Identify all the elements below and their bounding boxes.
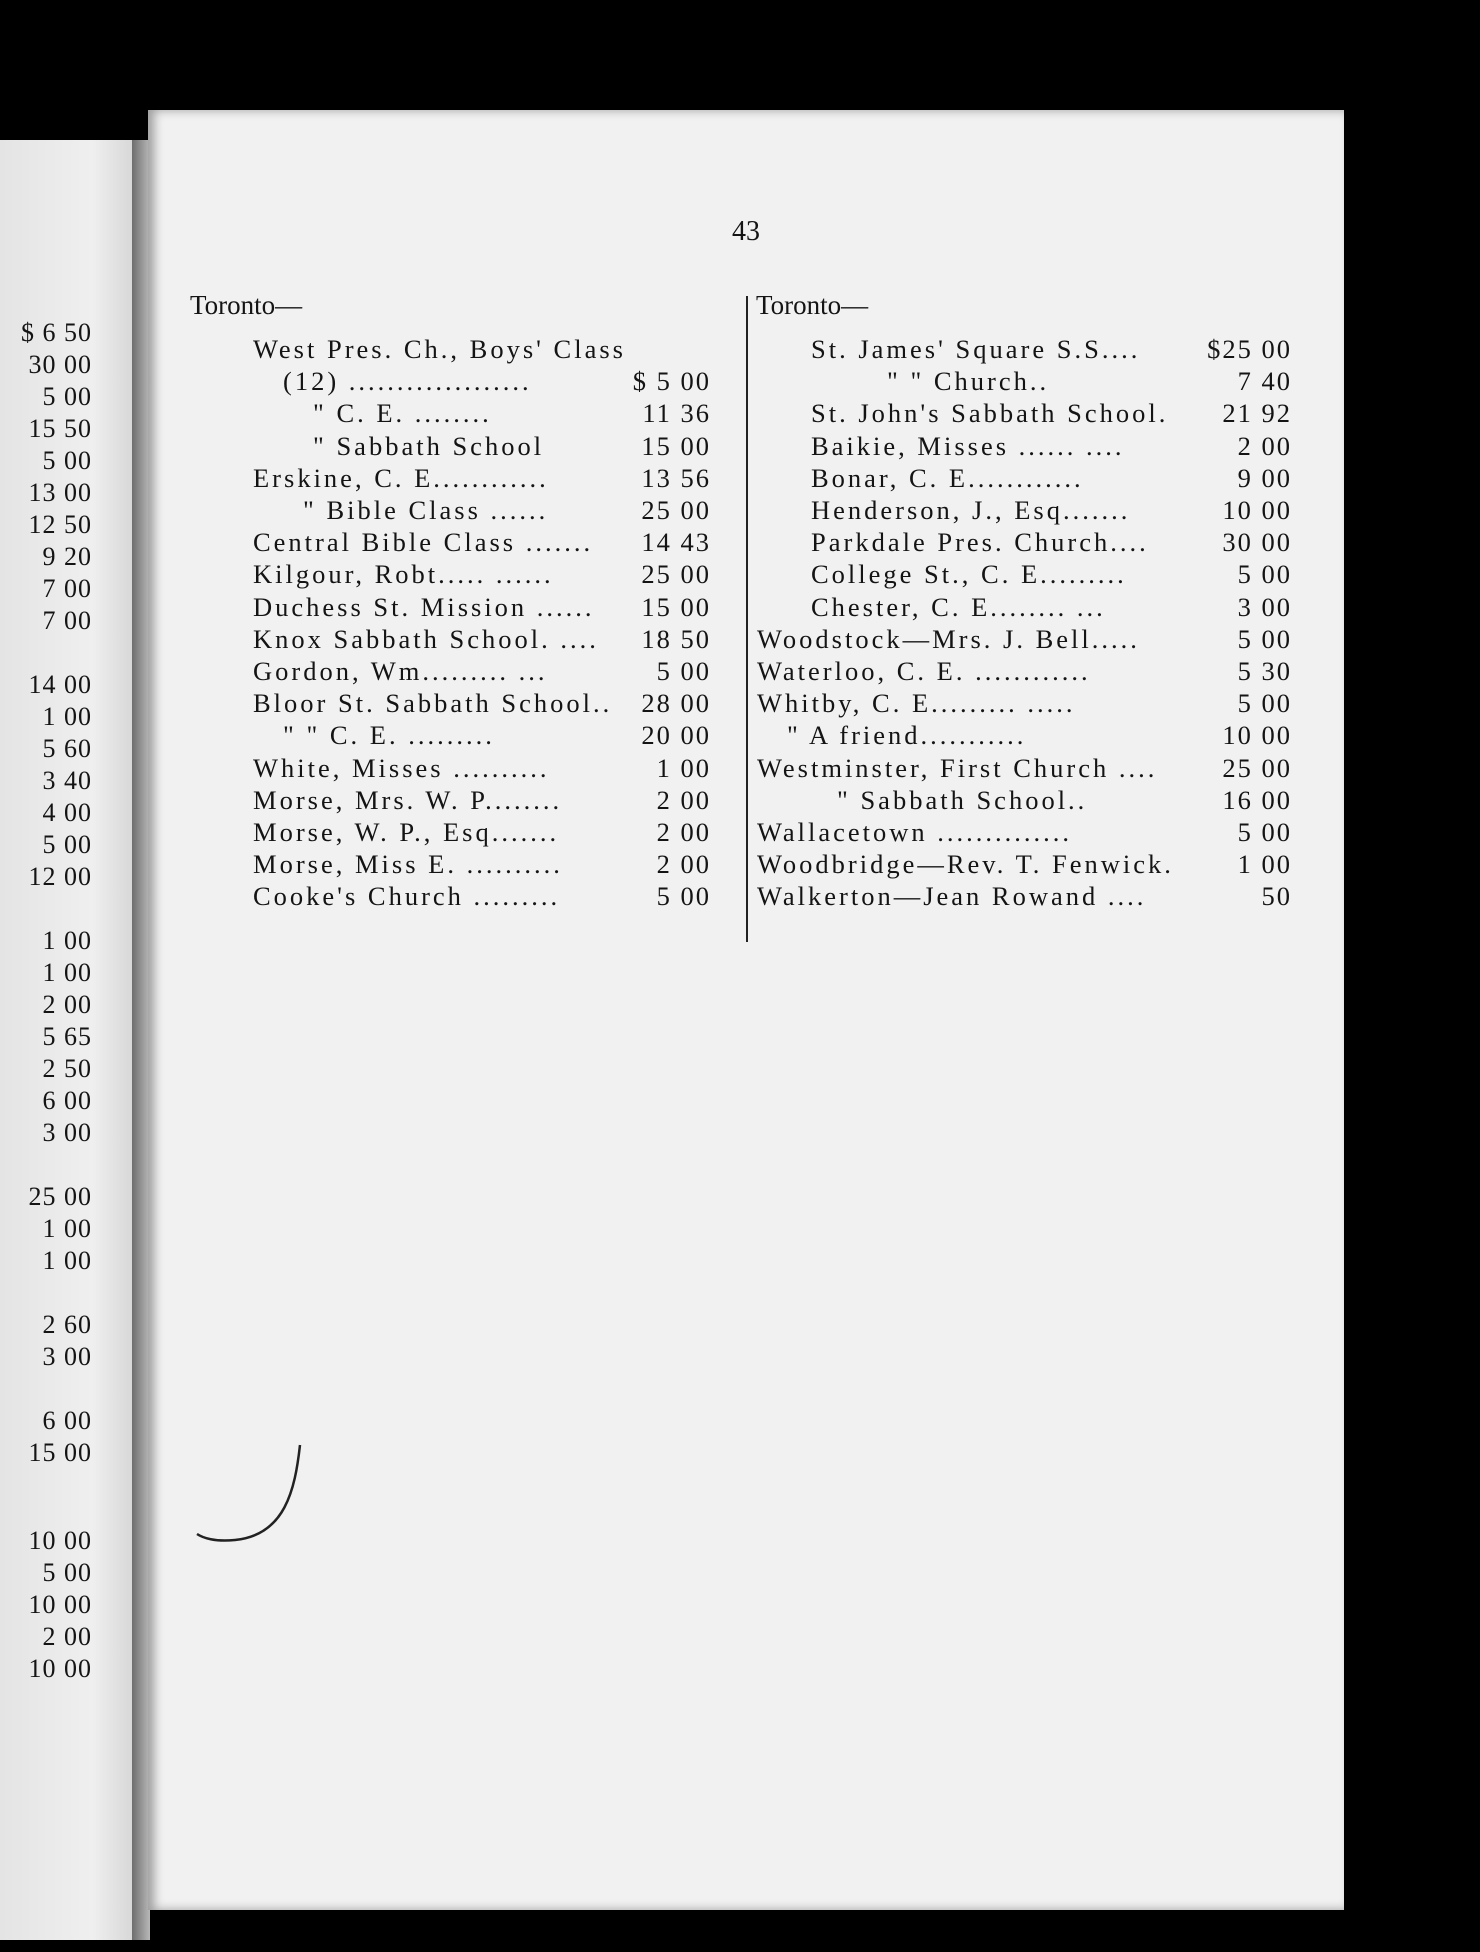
page-number: 43 bbox=[732, 216, 760, 247]
facing-page-amount: 1 00 bbox=[42, 926, 92, 955]
entry-label: Morse, Miss E. .......... bbox=[253, 849, 563, 880]
entry-row bbox=[757, 463, 1292, 495]
entry-amount: 5 00 bbox=[1237, 688, 1292, 719]
facing-page-amount: 5 65 bbox=[42, 1022, 92, 1051]
facing-page-amount: 15 00 bbox=[28, 1438, 92, 1467]
entry-label: St. John's Sabbath School. bbox=[811, 398, 1169, 429]
entry-amount: 21 92 bbox=[1222, 398, 1292, 429]
entry-label: Henderson, J., Esq....... bbox=[811, 495, 1131, 525]
entry-amount: 50 bbox=[1261, 881, 1292, 912]
entry-label: White, Misses .......... bbox=[253, 752, 550, 783]
entry-amount: $ 5 00 bbox=[632, 366, 711, 397]
entry-row bbox=[757, 688, 1292, 720]
entry-amount: 15 00 bbox=[641, 591, 711, 622]
entry-label: Chester, C. E........ ... bbox=[811, 591, 1106, 622]
entry-row bbox=[253, 656, 711, 688]
entry-row bbox=[253, 592, 711, 624]
entry-row bbox=[253, 431, 711, 463]
facing-page-amount: 9 20 bbox=[42, 542, 92, 571]
entry-amount: 18 50 bbox=[641, 623, 711, 654]
facing-page-amount: 5 00 bbox=[42, 382, 92, 411]
entry-label: Bonar, C. E............ bbox=[811, 462, 1084, 493]
facing-page-amount: 15 50 bbox=[28, 414, 92, 443]
entry-label: Woodstock—Mrs. J. Bell..... bbox=[757, 623, 1140, 654]
entry-label: " Bible Class ...... bbox=[303, 495, 549, 525]
entry-row bbox=[253, 785, 711, 817]
entry-row bbox=[253, 624, 711, 656]
entry-label: " C. E. ........ bbox=[313, 398, 492, 429]
entry-amount: 2 00 bbox=[656, 817, 711, 847]
entry-label: Erskine, C. E............ bbox=[253, 462, 549, 493]
facing-page-amount: 2 60 bbox=[42, 1310, 92, 1339]
entry-label: Bloor St. Sabbath School.. bbox=[253, 688, 613, 719]
entry-amount: 30 00 bbox=[1222, 527, 1292, 558]
column-divider bbox=[746, 296, 748, 942]
right-column-heading: Toronto— bbox=[756, 290, 869, 320]
entry-amount: 5 30 bbox=[1237, 656, 1292, 686]
entry-amount: 25 00 bbox=[1222, 752, 1292, 783]
entry-label: Baikie, Misses ...... .... bbox=[811, 430, 1125, 461]
entry-label: St. James' Square S.S.... bbox=[811, 334, 1141, 364]
entry-amount: 3 00 bbox=[1237, 591, 1292, 622]
entry-row bbox=[757, 881, 1292, 913]
facing-page-amount: 10 00 bbox=[28, 1590, 92, 1619]
entry-amount: 2 00 bbox=[656, 849, 711, 880]
entry-amount: 5 00 bbox=[656, 881, 711, 912]
entry-label: Westminster, First Church .... bbox=[757, 752, 1158, 783]
entry-row bbox=[253, 366, 711, 398]
facing-page-amount: 5 60 bbox=[42, 734, 92, 763]
entry-label: Morse, Mrs. W. P........ bbox=[253, 784, 563, 815]
facing-page-amount: 2 50 bbox=[42, 1054, 92, 1083]
facing-page-amount: 7 00 bbox=[42, 606, 92, 635]
entry-amount: 10 00 bbox=[1222, 720, 1292, 751]
entry-row bbox=[253, 817, 711, 849]
entry-amount: $25 00 bbox=[1207, 334, 1292, 364]
entry-row bbox=[253, 720, 711, 752]
entry-amount: 25 00 bbox=[641, 495, 711, 525]
entry-row bbox=[253, 398, 711, 430]
entry-amount: 13 56 bbox=[641, 462, 711, 493]
entry-label: Central Bible Class ....... bbox=[253, 527, 594, 558]
facing-page-amount: 25 00 bbox=[28, 1182, 92, 1211]
facing-page-amount: 6 00 bbox=[42, 1406, 92, 1435]
entry-row bbox=[757, 817, 1292, 849]
entry-amount: 28 00 bbox=[641, 688, 711, 719]
entry-amount: 11 36 bbox=[642, 398, 711, 429]
facing-page-amount: 3 00 bbox=[42, 1342, 92, 1371]
entry-amount: 16 00 bbox=[1222, 784, 1292, 815]
entry-row bbox=[757, 559, 1292, 591]
entry-row bbox=[757, 849, 1292, 881]
left-column-heading: Toronto— bbox=[190, 290, 303, 320]
entry-label: Parkdale Pres. Church.... bbox=[811, 527, 1149, 558]
entry-label: " " C. E. ......... bbox=[283, 720, 495, 751]
pencil-mark-icon bbox=[195, 1440, 305, 1560]
entry-row bbox=[253, 753, 711, 785]
entry-amount: 20 00 bbox=[641, 720, 711, 751]
entry-row bbox=[253, 463, 711, 495]
facing-page-amount: 1 00 bbox=[42, 1246, 92, 1275]
entry-row bbox=[253, 559, 711, 591]
facing-page-amount: 7 00 bbox=[42, 574, 92, 603]
entry-amount: 25 00 bbox=[641, 559, 711, 590]
facing-page-amount: 2 00 bbox=[42, 1622, 92, 1651]
entry-label: Woodbridge—Rev. T. Fenwick. bbox=[757, 849, 1174, 880]
entry-label: Knox Sabbath School. .... bbox=[253, 623, 599, 654]
entry-row bbox=[253, 527, 711, 559]
entry-row bbox=[757, 753, 1292, 785]
entry-amount: 7 40 bbox=[1237, 366, 1292, 397]
facing-page-amount: 3 40 bbox=[42, 766, 92, 795]
entry-label: Waterloo, C. E. ............ bbox=[757, 656, 1091, 686]
facing-page-amount: 13 00 bbox=[28, 478, 92, 507]
entry-row bbox=[757, 656, 1292, 688]
facing-page-amount: 10 00 bbox=[28, 1654, 92, 1683]
entry-row bbox=[253, 849, 711, 881]
entry-row bbox=[757, 785, 1292, 817]
entry-amount: 1 00 bbox=[656, 752, 711, 783]
entry-row bbox=[757, 624, 1292, 656]
facing-page-amount: $ 6 50 bbox=[21, 318, 92, 347]
entry-row bbox=[253, 495, 711, 527]
facing-page-amount: 5 00 bbox=[42, 1558, 92, 1587]
entry-row bbox=[757, 527, 1292, 559]
facing-page-amount: 5 00 bbox=[42, 446, 92, 475]
entry-row bbox=[757, 334, 1292, 366]
entry-row bbox=[757, 495, 1292, 527]
entry-amount: 9 00 bbox=[1237, 462, 1292, 493]
facing-page-amount: 4 00 bbox=[42, 798, 92, 827]
facing-page-amount: 2 00 bbox=[42, 990, 92, 1019]
facing-page-amount: 12 50 bbox=[28, 510, 92, 539]
entry-label: West Pres. Ch., Boys' Class bbox=[253, 334, 626, 364]
entry-label: Walkerton—Jean Rowand .... bbox=[757, 881, 1147, 912]
entry-amount: 5 00 bbox=[1237, 559, 1292, 590]
entry-amount: 14 43 bbox=[641, 527, 711, 558]
facing-page-amount: 6 00 bbox=[42, 1086, 92, 1115]
entry-label: College St., C. E......... bbox=[811, 559, 1127, 590]
entry-amount: 5 00 bbox=[1237, 817, 1292, 847]
entry-label: " A friend........... bbox=[787, 720, 1027, 751]
facing-page-amount: 10 00 bbox=[28, 1526, 92, 1555]
entry-label: (12) ................... bbox=[283, 366, 532, 397]
entry-row bbox=[253, 881, 711, 913]
facing-page-amount: 14 00 bbox=[28, 670, 92, 699]
entry-label: Morse, W. P., Esq....... bbox=[253, 817, 560, 847]
entry-amount: 1 00 bbox=[1237, 849, 1292, 880]
facing-page-amount: 3 00 bbox=[42, 1118, 92, 1147]
entry-label: Whitby, C. E......... ..... bbox=[757, 688, 1076, 719]
entry-row bbox=[757, 366, 1292, 398]
facing-page-amount: 1 00 bbox=[42, 1214, 92, 1243]
entry-label: Duchess St. Mission ...... bbox=[253, 591, 595, 622]
entry-label: Gordon, Wm......... ... bbox=[253, 656, 548, 686]
entry-amount: 5 00 bbox=[1237, 623, 1292, 654]
facing-page-amount: 1 00 bbox=[42, 958, 92, 987]
entry-row bbox=[757, 431, 1292, 463]
facing-page-amount: 5 00 bbox=[42, 830, 92, 859]
entry-row bbox=[253, 334, 711, 366]
entry-amount: 2 00 bbox=[1237, 430, 1292, 461]
facing-page-amount: 12 00 bbox=[28, 862, 92, 891]
entry-row bbox=[757, 398, 1292, 430]
entry-label: Cooke's Church ......... bbox=[253, 881, 561, 912]
facing-page-amount: 1 00 bbox=[42, 702, 92, 731]
entry-label: " Sabbath School.. bbox=[837, 784, 1088, 815]
entry-amount: 15 00 bbox=[641, 430, 711, 461]
entry-amount: 5 00 bbox=[656, 656, 711, 686]
facing-page-amount: 30 00 bbox=[28, 350, 92, 379]
entry-row bbox=[757, 720, 1292, 752]
entry-label: Kilgour, Robt..... ...... bbox=[253, 559, 554, 590]
entry-amount: 2 00 bbox=[656, 784, 711, 815]
entry-row bbox=[253, 688, 711, 720]
entry-label: Wallacetown .............. bbox=[757, 817, 1073, 847]
entry-amount: 10 00 bbox=[1222, 495, 1292, 525]
entry-label: " Sabbath School bbox=[313, 430, 545, 461]
entry-label: " " Church.. bbox=[887, 366, 1050, 397]
entry-row bbox=[757, 592, 1292, 624]
